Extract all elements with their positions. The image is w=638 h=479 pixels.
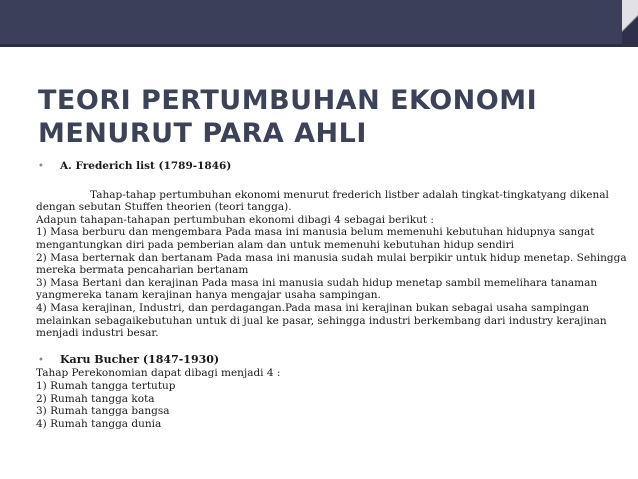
section1-item-1: 1) Masa berburu dan mengembara Pada masa ini manusia belum memenuhi kebutuhan hidupnya sangat mengantungkan diri pada pemberian alam dan untuk memenuhi kebutuhan hidup sendiri [36,226,595,251]
header-accent-line [0,44,638,47]
slide-header-bar [0,0,638,47]
section2-heading-row [36,354,628,368]
title-line-1: TEORI PERTUMBUHAN EKONOMI [38,85,538,116]
section1-heading-row [36,160,628,174]
section2-item-4: 4) Rumah tangga dunia [36,417,162,430]
section2-item-2: 2) Rumah tangga kota [36,392,155,405]
section1-heading: A. Frederich list (1789-1846) [60,160,232,172]
section2-heading: Karu Bucher (1847-1930) [60,352,220,366]
section2-item-1: 1) Rumah tangga tertutup [36,379,176,392]
section1-item-2: 2) Masa berternak dan bertanam Pada masa ini manusia sudah mulai berpikir untuk hidup menetap. Sehingga mereka bermata pencaharian bertanam [36,251,627,277]
header-corner-decoration [622,0,638,47]
section1-item-4: 4) Masa kerajinan, Industri, dan perdagangan.Pada masa ini kerajinan bukan sebagai usaha sampingan melainkan sebagaikebutuhan untuk di jual ke pasar, sehingga industri berkembang dari industry kerajinan menjadi industri besar. [36,301,607,340]
title-line-2: MENURUT PARA AHLI [38,118,367,149]
section1-lead: Adapun tahapan-tahapan pertumbuhan ekonomi dibagi 4 sebagai berikut : [36,213,434,226]
slide-body [36,160,628,430]
section2-lead: Tahap Perekonomian dapat dibagi menjadi 4 : [36,367,281,380]
section1-item-3: 3) Masa Bertani dan kerajinan Pada masa ini manusia sudah hidup menetap sambil memelihara tanaman yangmereka tanam kerajinan hanya mengajar usaha sampingan. [36,276,598,302]
section1-intro: Tahap-tahap pertumbuhan ekonomi menurut frederich listber adalah tingkat-tingkatyang dikenal dengan sebutan Stuffen theorien (teori tangga). [36,188,609,214]
bullet-icon: • [38,354,44,366]
slide-title [38,84,537,150]
bullet-icon: • [38,161,44,172]
section2-item-3: 3) Rumah tangga bangsa [36,405,170,418]
